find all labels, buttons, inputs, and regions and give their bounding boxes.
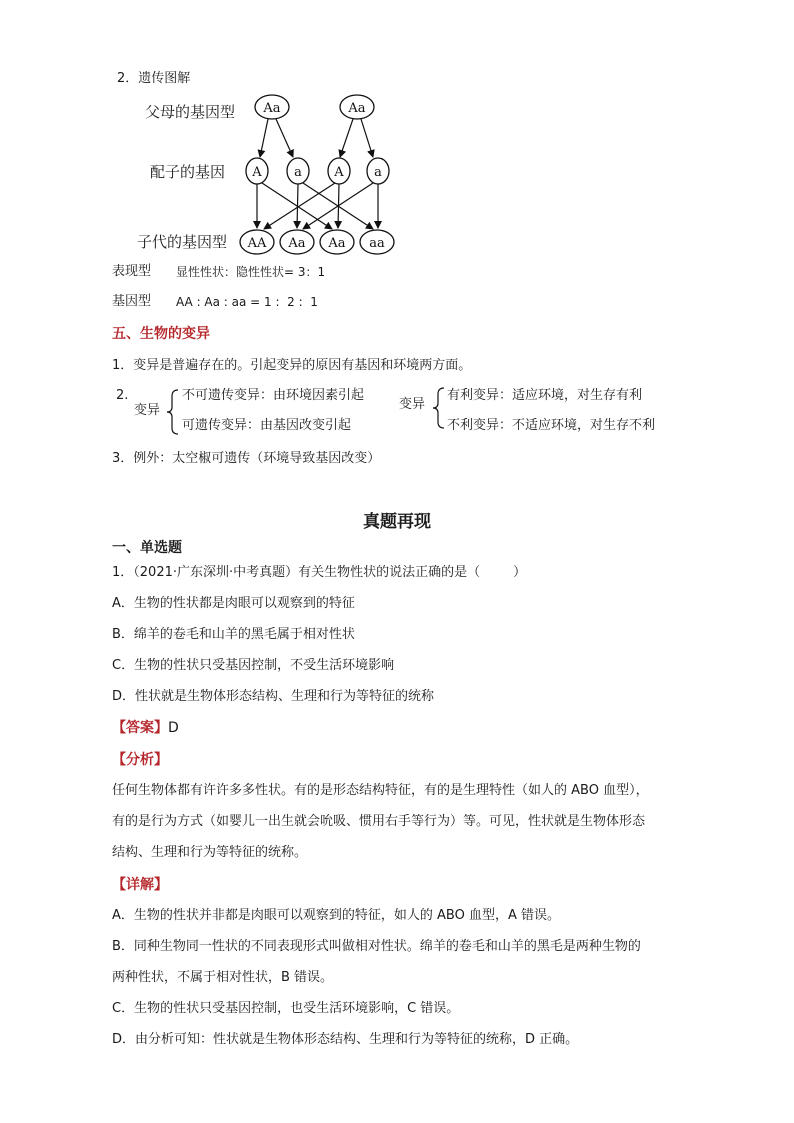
section-heading-genetic-diagram: 2．遗传图解 — [117, 71, 191, 86]
analysis-tag: 【分析】 — [112, 752, 168, 768]
genetic-cross-diagram — [0, 0, 794, 270]
variation-item-3: 3．例外：太空椒可遗传（环境导致基因改变） — [112, 451, 381, 466]
arrow-g2-o2 — [297, 184, 298, 228]
gamete-4: a — [374, 165, 382, 180]
option-d: D．性状就是生物体形态结构、生理和行为等特征的统称 — [112, 689, 435, 704]
arrow-p2-g3 — [340, 119, 353, 157]
label-parent-genotype: 父母的基因型 — [145, 103, 236, 121]
arrow-p1-g2 — [276, 119, 293, 157]
phenotype-label: 表现型 — [112, 264, 152, 279]
label-gamete-genes: 配子的基因 — [150, 163, 226, 181]
offspring-genotype-2: Aa — [288, 236, 306, 251]
non-heritable-variation: 不可遗传变异：由环境因素引起 — [182, 388, 365, 403]
left-brace-icon — [166, 388, 180, 436]
question-type-heading: 一、单选题 — [112, 540, 182, 556]
question-stem: 1．（2021·广东深圳·中考真题）有关生物性状的说法正确的是（ ） — [112, 565, 527, 580]
genotype-label: 基因型 — [112, 294, 152, 309]
detail-tag: 【详解】 — [112, 877, 168, 893]
offspring-genotype-4: aa — [369, 236, 385, 251]
answer-tag: 【答案】 — [112, 720, 168, 736]
exam-section-title: 真题再现 — [363, 512, 431, 532]
arrow-p2-g4 — [361, 119, 373, 157]
option-c: C．生物的性状只受基因控制，不受生活环境影响 — [112, 658, 395, 673]
analysis-line-1: 任何生物体都有许许多多性状。有的是形态结构特征，有的是生理特性（如人的 ABO 血型）， — [112, 783, 649, 798]
analysis-line-3: 结构、生理和行为等特征的统称。 — [112, 845, 308, 860]
offspring-genotype-3: Aa — [328, 236, 346, 251]
option-b: B．绵羊的卷毛和山羊的黑毛属于相对性状 — [112, 627, 355, 642]
detail-line-5: D．由分析可知：性状就是生物体形态结构、生理和行为等特征的统称，D 正确。 — [112, 1032, 579, 1047]
option-a: A．生物的性状都是肉眼可以观察到的特征 — [112, 596, 355, 611]
arrow-p1-g1 — [260, 119, 268, 157]
detail-line-3: 两种性状，不属于相对性状，B 错误。 — [112, 970, 334, 985]
label-offspring-genotype: 子代的基因型 — [137, 233, 228, 251]
section-heading-variation: 五、生物的变异 — [112, 326, 210, 342]
answer-line — [112, 718, 179, 738]
variation-left-label: 变异 — [134, 403, 161, 418]
gamete-2: a — [294, 165, 302, 180]
gamete-1: A — [252, 165, 262, 180]
detail-line-1: A．生物的性状并非都是肉眼可以观察到的特征，如人的 ABO 血型，A 错误。 — [112, 908, 560, 923]
harmful-variation: 不利变异：不适应环境，对生存不利 — [447, 418, 656, 433]
variation-item-2-number: 2. — [116, 388, 129, 403]
variation-right-label: 变异 — [399, 397, 426, 412]
detail-line-2: B．同种生物同一性状的不同表现形式叫做相对性状。绵羊的卷毛和山羊的黑毛是两种生物的 — [112, 939, 641, 954]
variation-item-1: 1．变异是普遍存在的。引起变异的原因有基因和环境两方面。 — [112, 358, 472, 373]
analysis-line-2: 有的是行为方式（如婴儿一出生就会吮吸、惯用右手等行为）等。可见，性状就是生物体形态 — [112, 814, 646, 829]
detail-line-4: C．生物的性状只受基因控制，也受生活环境影响，C 错误。 — [112, 1001, 460, 1016]
genotype-ratio: AA : Aa : aa = 1 : 2 : 1 — [176, 295, 318, 309]
parent-genotype-1: Aa — [263, 101, 281, 116]
offspring-genotype-1: AA — [247, 236, 267, 251]
arrow-g3-o1 — [264, 183, 335, 229]
phenotype-ratio: 显性性状：隐性性状= 3：1 — [176, 265, 326, 279]
answer-value: D — [168, 720, 179, 736]
right-brace-icon — [432, 386, 446, 430]
parent-genotype-2: Aa — [348, 101, 366, 116]
gamete-3: A — [334, 165, 344, 180]
heritable-variation: 可遗传变异：由基因改变引起 — [182, 418, 352, 433]
beneficial-variation: 有利变异：适应环境，对生存有利 — [447, 388, 643, 403]
